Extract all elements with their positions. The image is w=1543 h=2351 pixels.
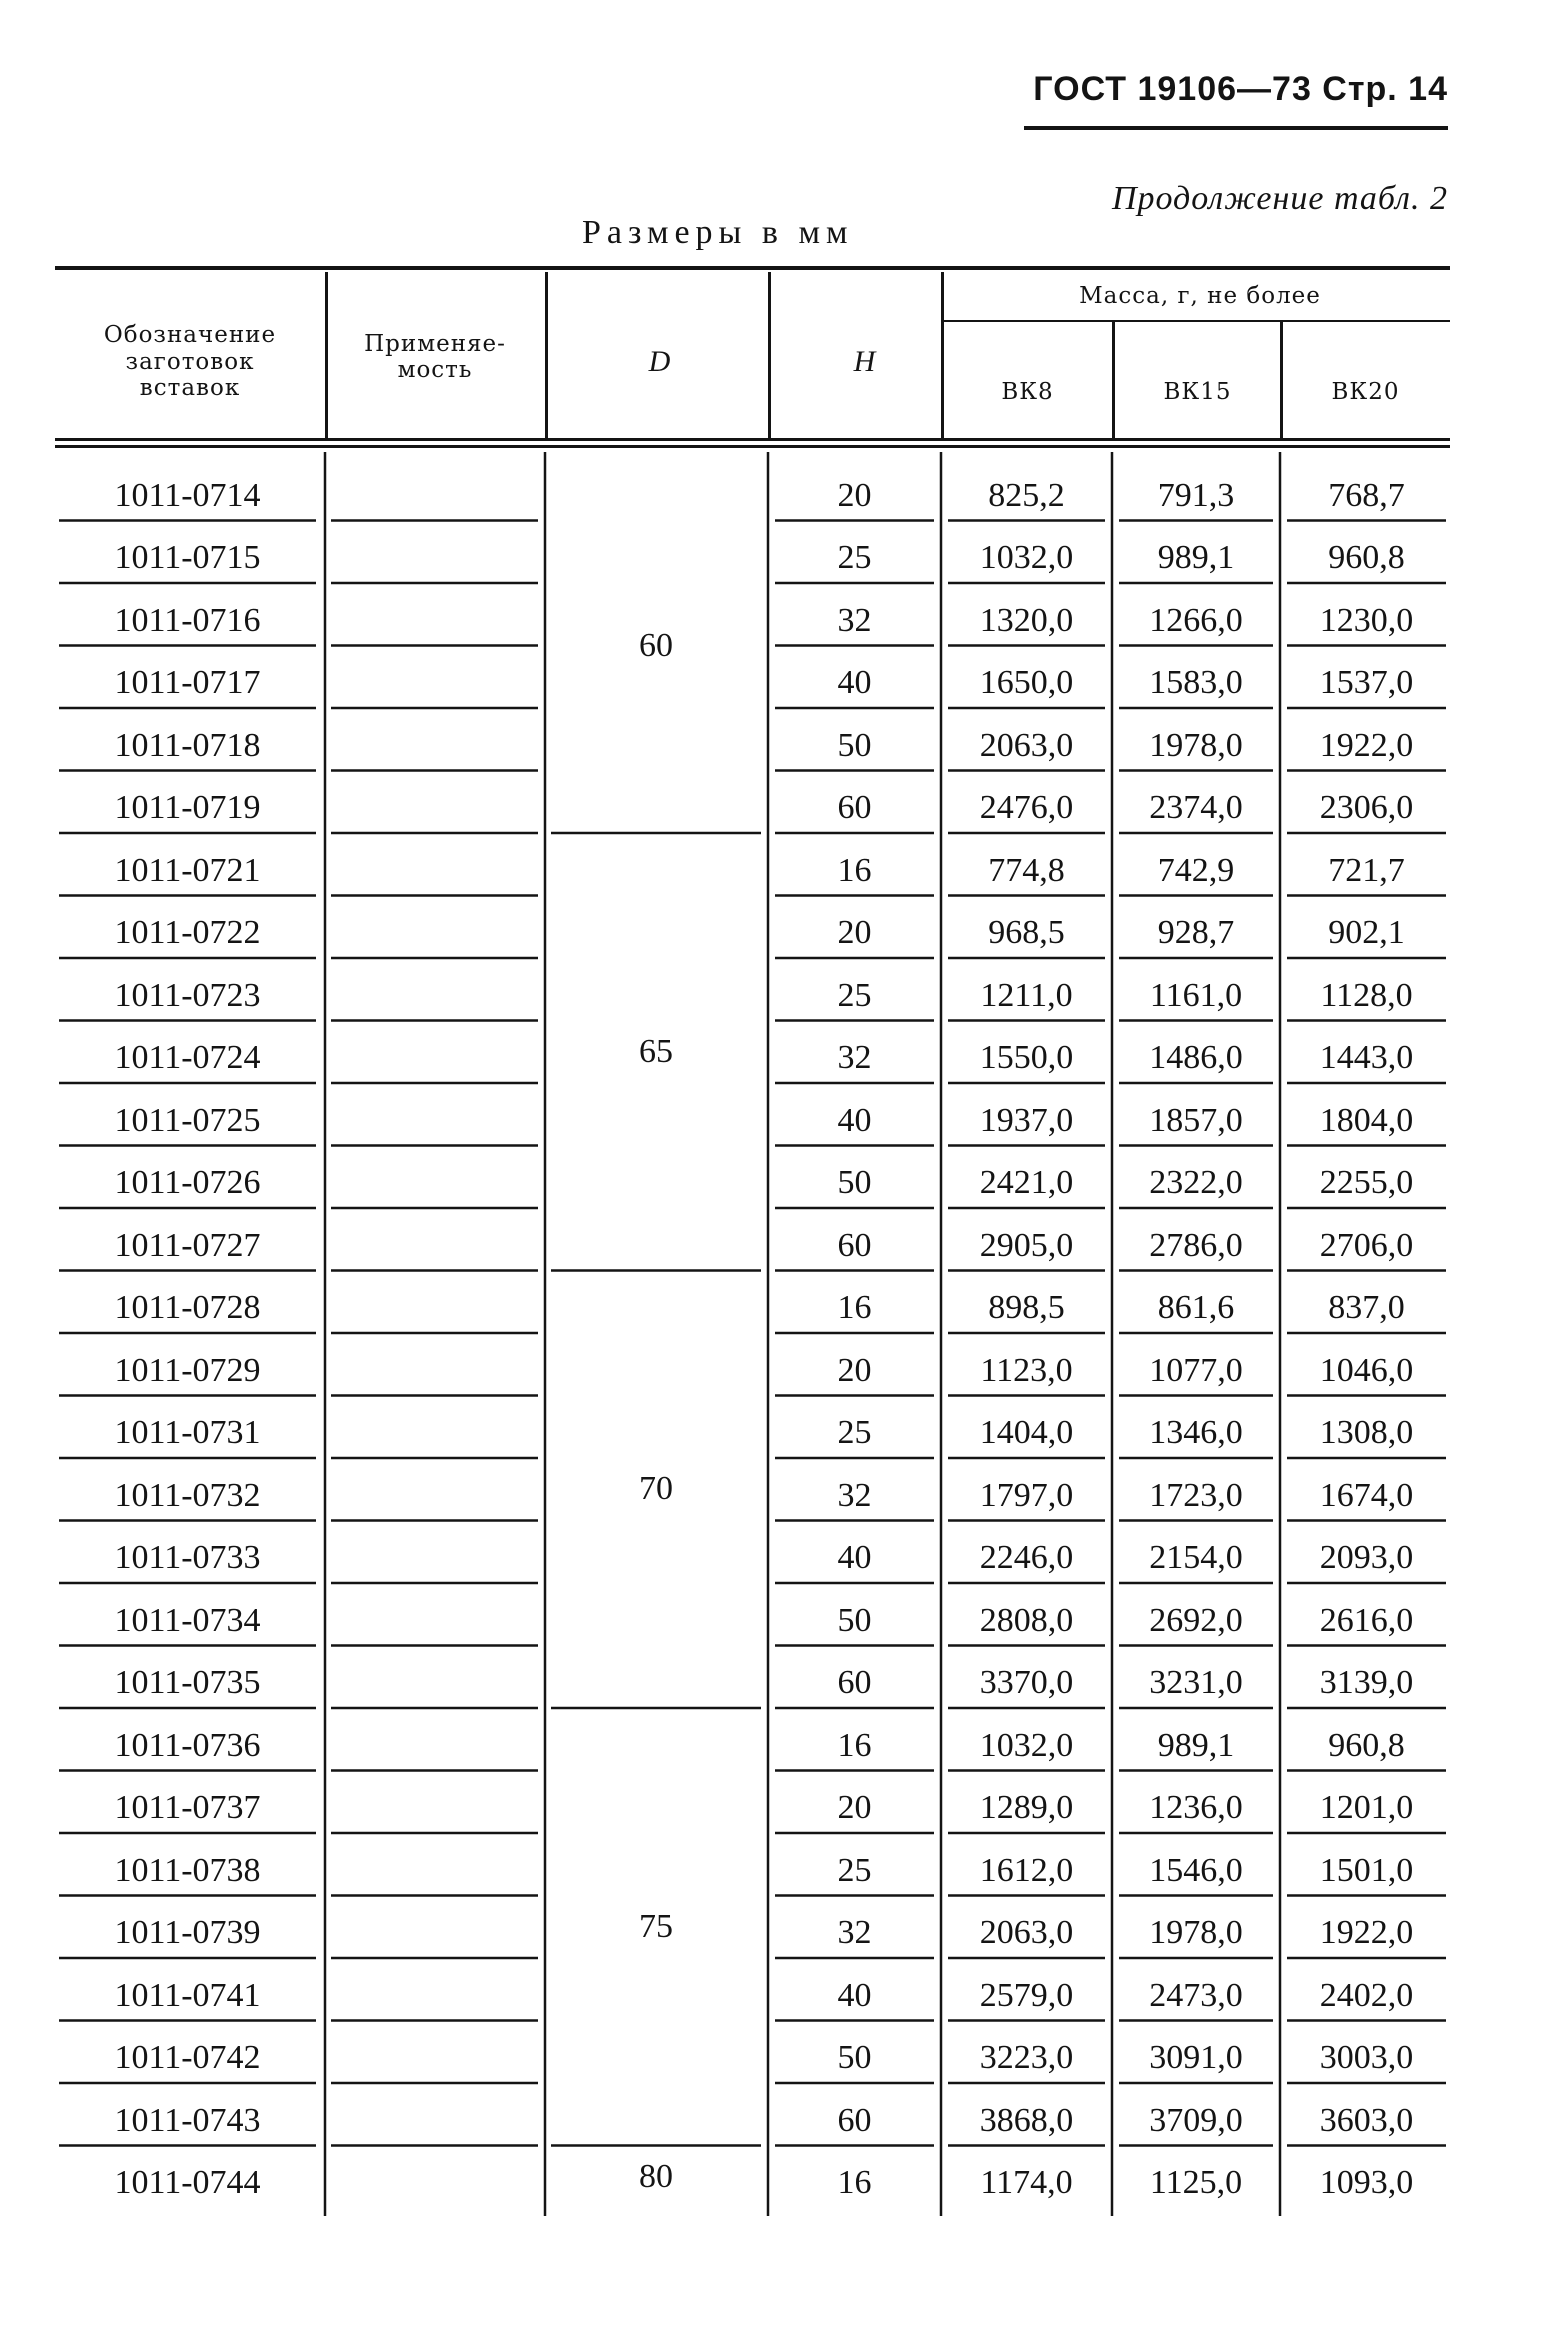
h-cell: 40 xyxy=(837,1101,872,1139)
d-value-cell: 70 xyxy=(639,1470,673,1508)
header-vk15: ВК15 xyxy=(1163,378,1232,405)
mass-vk20-cell: 1537,0 xyxy=(1319,664,1414,701)
mass-vk20-cell: 1046,0 xyxy=(1319,1351,1414,1389)
mass-vk15-cell: 1546,0 xyxy=(1149,1851,1243,1889)
mass-vk15-cell: 3091,0 xyxy=(1149,2039,1243,2076)
h-cell: 60 xyxy=(837,2101,872,2139)
mass-vk8-cell: 1550,0 xyxy=(979,1039,1074,1076)
h-cell: 50 xyxy=(837,1164,872,1201)
mass-vk20-cell: 2706,0 xyxy=(1319,1226,1414,1264)
mass-vk20-cell: 1128,0 xyxy=(1320,976,1413,1014)
mass-vk15-cell: 1346,0 xyxy=(1149,1414,1243,1451)
mass-vk20-cell: 3139,0 xyxy=(1319,1664,1414,1701)
designation-cell: 1011-0737 xyxy=(114,1789,261,1826)
h-cell: 16 xyxy=(837,1726,872,1764)
units-caption: Размеры в мм xyxy=(582,214,854,251)
designation-cell: 1011-0722 xyxy=(114,914,261,951)
mass-vk15-cell: 1723,0 xyxy=(1149,1476,1243,1514)
mass-vk20-cell: 768,7 xyxy=(1328,476,1405,514)
mass-vk15-cell: 1236,0 xyxy=(1149,1789,1243,1826)
mass-vk15-cell: 1486,0 xyxy=(1149,1039,1243,1076)
mass-vk20-cell: 2093,0 xyxy=(1319,1539,1414,1576)
mass-vk20-cell: 1922,0 xyxy=(1319,1914,1414,1951)
mass-vk20-cell: 3003,0 xyxy=(1319,2039,1414,2076)
mass-vk15-cell: 2786,0 xyxy=(1149,1226,1243,1264)
mass-vk15-cell: 989,1 xyxy=(1157,539,1235,576)
h-cell: 25 xyxy=(837,1414,872,1451)
designation-cell: 1011-0733 xyxy=(114,1539,261,1576)
mass-vk20-cell: 2402,0 xyxy=(1319,1976,1414,2014)
mass-vk8-cell: 2063,0 xyxy=(979,1914,1074,1951)
mass-vk15-cell: 2154,0 xyxy=(1149,1539,1243,1576)
mass-vk8-cell: 1650,0 xyxy=(979,664,1074,701)
mass-vk8-cell: 1211,0 xyxy=(980,976,1073,1014)
mass-vk8-cell: 1174,0 xyxy=(980,2164,1073,2201)
mass-vk15-cell: 791,3 xyxy=(1157,476,1235,514)
h-cell: 40 xyxy=(837,664,872,701)
mass-vk8-cell: 2808,0 xyxy=(979,1601,1074,1639)
mass-vk15-cell: 3709,0 xyxy=(1149,2101,1243,2139)
mass-vk20-cell: 1674,0 xyxy=(1319,1476,1414,1514)
h-cell: 50 xyxy=(837,726,872,764)
h-cell: 20 xyxy=(837,914,872,951)
mass-vk20-cell: 2306,0 xyxy=(1319,789,1414,826)
h-cell: 16 xyxy=(837,1289,872,1326)
h-cell: 40 xyxy=(837,1539,872,1576)
mass-vk8-cell: 3868,0 xyxy=(979,2101,1074,2139)
h-cell: 40 xyxy=(837,1976,872,2014)
mass-vk20-cell: 1230,0 xyxy=(1319,601,1414,639)
mass-vk15-cell: 1161,0 xyxy=(1149,976,1243,1014)
mass-vk15-cell: 2473,0 xyxy=(1149,1976,1243,2014)
designation-cell: 1011-0742 xyxy=(114,2039,261,2076)
mass-vk8-cell: 2421,0 xyxy=(979,1164,1074,1201)
designation-cell: 1011-0729 xyxy=(114,1351,261,1389)
header-h: H xyxy=(853,344,877,378)
designation-cell: 1011-0738 xyxy=(114,1851,261,1889)
mass-vk8-cell: 898,5 xyxy=(988,1289,1065,1326)
mass-vk20-cell: 1308,0 xyxy=(1319,1414,1414,1451)
header-d: D xyxy=(648,344,672,378)
h-cell: 25 xyxy=(837,539,872,576)
mass-vk8-cell: 825,2 xyxy=(988,476,1065,514)
designation-cell: 1011-0744 xyxy=(114,2164,261,2201)
h-cell: 50 xyxy=(837,1601,872,1639)
mass-vk20-cell: 1093,0 xyxy=(1319,2164,1414,2201)
h-cell: 16 xyxy=(837,2164,872,2201)
mass-vk8-cell: 1404,0 xyxy=(979,1414,1074,1451)
mass-vk8-cell: 1937,0 xyxy=(979,1101,1074,1139)
mass-vk15-cell: 1978,0 xyxy=(1149,1914,1243,1951)
designation-cell: 1011-0717 xyxy=(114,664,261,701)
designation-cell: 1011-0723 xyxy=(114,976,261,1014)
d-value-cell: 60 xyxy=(639,626,673,664)
designation-cell: 1011-0715 xyxy=(114,539,261,576)
h-cell: 32 xyxy=(837,1476,872,1514)
mass-vk8-cell: 2246,0 xyxy=(979,1539,1074,1576)
mass-vk15-cell: 1266,0 xyxy=(1149,601,1243,639)
designation-cell: 1011-0728 xyxy=(114,1289,261,1326)
mass-vk20-cell: 960,8 xyxy=(1328,539,1405,576)
designation-cell: 1011-0716 xyxy=(114,601,261,639)
h-cell: 32 xyxy=(837,1039,872,1076)
h-cell: 32 xyxy=(837,1914,872,1951)
mass-vk20-cell: 3603,0 xyxy=(1319,2101,1414,2139)
designation-cell: 1011-0719 xyxy=(114,789,261,826)
mass-vk15-cell: 2322,0 xyxy=(1149,1164,1243,1201)
designation-cell: 1011-0735 xyxy=(114,1664,261,1701)
h-cell: 32 xyxy=(837,601,872,639)
header-applicability: Применяе- мость xyxy=(364,330,506,383)
mass-vk20-cell: 1443,0 xyxy=(1319,1039,1414,1076)
d-value-cell: 65 xyxy=(639,1032,673,1070)
table-continuation-caption: Продолжение табл. 2 xyxy=(1111,180,1448,217)
mass-vk15-cell: 861,6 xyxy=(1157,1289,1235,1326)
header-vk8: ВК8 xyxy=(1001,378,1054,405)
standard-page-label: ГОСТ 19106—73 Стр. 14 xyxy=(1033,70,1448,108)
h-cell: 16 xyxy=(837,851,872,889)
h-cell: 60 xyxy=(837,789,872,826)
designation-cell: 1011-0741 xyxy=(114,1976,261,2014)
designation-cell: 1011-0726 xyxy=(114,1164,261,1201)
mass-vk8-cell: 2579,0 xyxy=(979,1976,1074,2014)
mass-vk20-cell: 960,8 xyxy=(1328,1726,1405,1764)
mass-vk20-cell: 2255,0 xyxy=(1319,1164,1414,1201)
mass-vk15-cell: 1583,0 xyxy=(1149,664,1243,701)
mass-table xyxy=(55,262,1450,2232)
h-cell: 20 xyxy=(837,1351,872,1389)
designation-cell: 1011-0718 xyxy=(114,726,261,764)
d-value-cell: 80 xyxy=(639,2157,673,2195)
mass-vk8-cell: 1797,0 xyxy=(979,1476,1074,1514)
mass-vk15-cell: 1077,0 xyxy=(1149,1351,1243,1389)
designation-cell: 1011-0734 xyxy=(114,1601,261,1639)
mass-vk8-cell: 968,5 xyxy=(988,914,1065,951)
h-cell: 50 xyxy=(837,2039,872,2076)
designation-cell: 1011-0725 xyxy=(114,1101,261,1139)
designation-cell: 1011-0732 xyxy=(114,1476,261,1514)
mass-vk20-cell: 721,7 xyxy=(1328,851,1405,889)
mass-vk15-cell: 3231,0 xyxy=(1149,1664,1243,1701)
mass-vk20-cell: 1501,0 xyxy=(1319,1851,1414,1889)
mass-vk20-cell: 837,0 xyxy=(1328,1289,1405,1326)
designation-cell: 1011-0714 xyxy=(114,476,261,514)
mass-vk15-cell: 1978,0 xyxy=(1149,726,1243,764)
mass-vk20-cell: 1804,0 xyxy=(1319,1101,1414,1139)
header-rule xyxy=(1024,126,1448,130)
h-cell: 20 xyxy=(837,1789,872,1826)
designation-cell: 1011-0727 xyxy=(114,1226,261,1264)
mass-vk8-cell: 3223,0 xyxy=(979,2039,1074,2076)
mass-vk20-cell: 1922,0 xyxy=(1319,726,1414,764)
mass-vk8-cell: 1123,0 xyxy=(980,1351,1073,1389)
designation-cell: 1011-0736 xyxy=(114,1726,261,1764)
header-designation: Обозначение заготовок вставок xyxy=(103,322,277,402)
mass-vk8-cell: 3370,0 xyxy=(979,1664,1074,1701)
mass-vk15-cell: 742,9 xyxy=(1157,851,1235,889)
mass-vk8-cell: 2476,0 xyxy=(979,789,1074,826)
designation-cell: 1011-0743 xyxy=(114,2101,261,2139)
mass-vk8-cell: 1032,0 xyxy=(979,1726,1074,1764)
header-mass-group: Масса, г, не более xyxy=(1079,282,1321,309)
mass-vk20-cell: 1201,0 xyxy=(1319,1789,1414,1826)
h-cell: 25 xyxy=(837,1851,872,1889)
mass-vk8-cell: 774,8 xyxy=(988,851,1065,889)
mass-vk20-cell: 902,1 xyxy=(1328,914,1405,951)
designation-cell: 1011-0731 xyxy=(114,1414,261,1451)
header-vk20: ВК20 xyxy=(1331,378,1400,405)
h-cell: 60 xyxy=(837,1664,872,1701)
designation-cell: 1011-0739 xyxy=(114,1914,261,1951)
designation-cell: 1011-0721 xyxy=(114,851,261,889)
mass-vk15-cell: 1125,0 xyxy=(1149,2164,1243,2201)
mass-vk15-cell: 2692,0 xyxy=(1149,1601,1243,1639)
d-value-cell: 75 xyxy=(639,1907,673,1945)
mass-vk15-cell: 989,1 xyxy=(1157,1726,1235,1764)
mass-vk15-cell: 1857,0 xyxy=(1149,1101,1243,1139)
mass-vk20-cell: 2616,0 xyxy=(1319,1601,1414,1639)
mass-vk8-cell: 2905,0 xyxy=(979,1226,1074,1264)
mass-vk15-cell: 2374,0 xyxy=(1149,789,1243,826)
mass-vk8-cell: 2063,0 xyxy=(979,726,1074,764)
page-header xyxy=(1024,70,1448,134)
h-cell: 60 xyxy=(837,1226,872,1264)
mass-vk8-cell: 1612,0 xyxy=(979,1851,1074,1889)
designation-cell: 1011-0724 xyxy=(114,1039,261,1076)
h-cell: 25 xyxy=(837,976,872,1014)
h-cell: 20 xyxy=(837,476,872,514)
mass-vk8-cell: 1289,0 xyxy=(979,1789,1074,1826)
mass-vk15-cell: 928,7 xyxy=(1157,914,1235,951)
mass-vk8-cell: 1320,0 xyxy=(979,601,1074,639)
mass-vk8-cell: 1032,0 xyxy=(979,539,1074,576)
